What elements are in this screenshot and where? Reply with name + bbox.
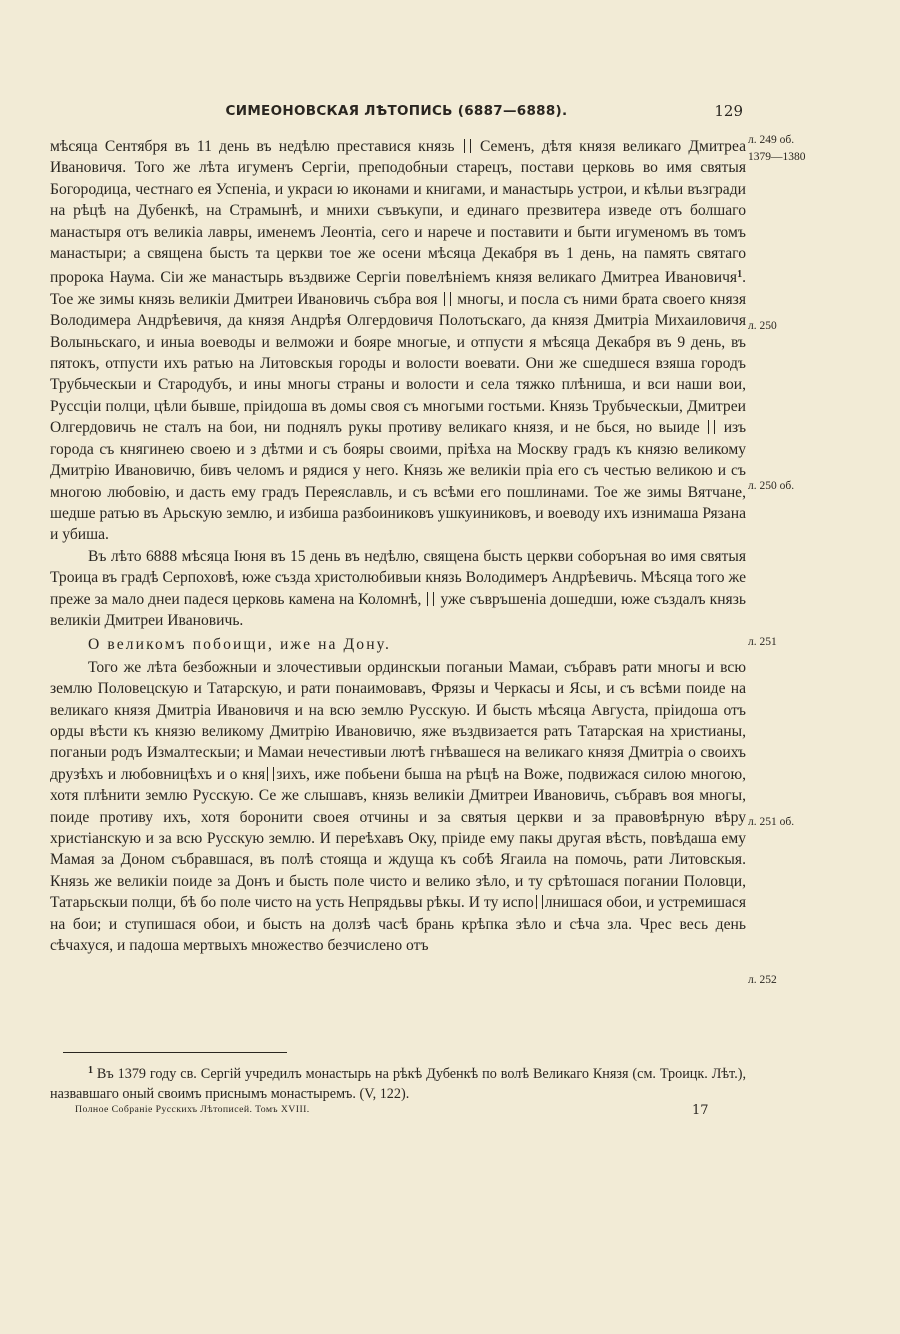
paragraph	[50, 657, 746, 957]
folio-break-mark	[444, 292, 451, 306]
chronicle-text	[50, 136, 746, 956]
running-title: СИМЕОНОВСКАЯ ЛѢТОПИСЬ (6887—6888).	[225, 103, 568, 119]
section-heading: О великомъ побоищи, иже на Дону.	[88, 636, 391, 654]
margin-note-folio: л. 250	[748, 320, 777, 332]
running-head	[50, 103, 743, 123]
footnote-rule	[63, 1052, 287, 1053]
text-run: изъ города съ княгинею своею и з дѣтми и съ бояры своими, пріѣха на Москву градъ къ князю великому Дмитрію Ивановичю, бивъ челомъ и рядися у него. Князь же великіи пріа его съ честью великою и съ многою любовію, и дасть ему градъ Переяславль, и съ всѣми его пошлинами. Тое же зимы Вятчане, шедше ратью въ Арьскую землю, и избиша разбоиниковъ ушкуиниковъ, и воеводу ихъ изнимаша Рязана и убиша.	[50, 419, 747, 544]
footnote-marker: 1	[88, 1065, 93, 1076]
text-run: Семенъ, дѣтя князя великаго Дмитреа Ивановичя. Того же лѣта игуменъ Сергіи, преподобныи старецъ, постави церковь во имя святыя Богородица, честнаго ея Успеніа, и украси ю иконами и книгами, и манастырь устрои, и кѣльи възгради на рѣцѣ на Дубенкѣ, на Страмынѣ, и мнихи съвъкупи, и единаго презвитера изведе отъ болшаго манастыря отъ великіа лавры, именемъ Леонтіа, сего и нарече и поставити и быти игуменомъ въ томъ манастыри; а священа бысть та церкви тое же осени мѣсяца Декабря въ 1 день, на память святаго пророка Наума. Сіи же манастырь въздвиже Сергіи повелѣніемъ князя великаго Дмитреа Ивановичя	[50, 138, 747, 287]
paragraph	[50, 546, 746, 632]
margin-note-folio: л. 249 об.	[748, 134, 795, 146]
folio-break-mark	[464, 139, 471, 153]
margin-note-years: 1379—1380	[748, 151, 806, 163]
footnote-reference: 1	[737, 269, 743, 281]
text-run: зихъ, иже побьени быша на рѣцѣ на Вожe, подвижася силою многою, хотя плѣнити землю Русскую. Се же слышавъ, князь великіи Дмитреи Ивановичь, събравъ воя многы, поиде противу ихъ, хотя боронити своея отчины и за святыя церкви и за правовѣрную вѣру христіанскую и за всю Русскую землю. И переѣхавъ Оку, пріиде ему пакы другая вѣсть, повѣдаша ему Мамая за Доном събравшася, въ полѣ стояща и ждуща къ собѣ Ягаила на помочь, рати Литовскыя. Князь же великіи поиде за Донъ и бысть поле чисто и велико зѣло, и ту срѣтошася погании Половци, Татарьскыи полци, бѣ бо поле чисто на усть Непрядьвы рѣкы. И ту испо	[50, 765, 746, 912]
margin-note-folio: л. 251 об.	[748, 816, 795, 828]
text-run: лнишася обои, и устремишася на бои; и ступишася обои, и бысть на долзѣ часѣ брань крѣпка зѣло и сѣча зла. Чрес весь день сѣчахуся, и падоша мертвыхъ множество безчислено отъ	[50, 894, 746, 955]
footnote	[50, 1061, 746, 1104]
folio-break-mark	[536, 895, 543, 909]
text-run: . Тое же зимы князь великіи Дмитреи Ивановичь събра воя	[50, 269, 746, 308]
margin-note-folio: л. 252	[748, 974, 777, 986]
margin-note-folio: л. 251	[748, 636, 777, 648]
page-number: 129	[714, 102, 743, 120]
folio-break-mark	[708, 420, 715, 434]
folio-break-mark	[427, 592, 434, 606]
footnote-text: Въ 1379 году св. Сергій учредилъ монастырь на рѣкѣ Дубенкѣ по волѣ Великаго Князя (см. Троицк. Лѣт.), назвавшаго оный своимъ приснымъ монастыремъ. (V, 122).	[50, 1066, 747, 1102]
sheet-number: 17	[692, 1103, 709, 1118]
text-run: мѣсяца Сентября въ 11 день въ недѣлю преставися князь	[50, 138, 455, 155]
imprint: Полное Собраніе Русскихъ Лѣтописей. Томъ XVIII.	[75, 1104, 310, 1115]
folio-break-mark	[267, 767, 274, 781]
text-run: уже съвръшеніа дошедши, юже създалъ князь великіи Дмитреи Ивановичь.	[50, 590, 747, 629]
text-run: многы, и посла съ ними брата своего князя Володимера Андрѣевичя, да князя Андрѣя Олгердовичя Полотьскаго, да князя Дмитріа Михаиловичя Волыньскаго, и иныа воеводы и велможи и бояре многые, и отпусти я мѣсяца Декабря въ 9 день, въ пятокъ, отпусти ихъ ратью на Литовскыя городы и волости воевати. Они же сшедшеся взяша городъ Трубьческыи и Стародубъ, и ины многы страны и волости и села тяжко плѣниша, и вси наши вои, Руссціи полци, цѣли бывше, пріидоша въ домы своя съ многыми гостьми. Князь Трубьческыи, Дмитреи Олгердовичь не сталъ на бои, ни поднялъ рукы противу великаго князя, и не бься, но выиде	[50, 290, 746, 437]
margin-note-folio: л. 250 об.	[748, 480, 795, 492]
paragraph	[50, 136, 746, 546]
text-run: Въ лѣто 6888 мѣсяца Іюня въ 15 день въ недѣлю, священа бысть церкви соборъная во имя святыя Троица въ градѣ Серпоховѣ, юже създа христолюбивыи князь Володимеръ Андрѣевичь. Мѣсяца того же преже за мало днеи падеся церковь камена на Коломнѣ,	[50, 547, 746, 608]
text-run: Того же лѣта безбожныи и злочестивыи ординскыи поганыи Мамаи, събравъ рати многы и всю землю Половецскую и Татарскую, и рати понаимовавъ, Фрязы и Черкасы и Ясы, и съ всѣми поиде на великаго князя Дмитріа Ивановичя и на всю землю Русскую. И бысть мѣсяца Августа, пріидоша отъ орды вѣсти къ князю великому Дмитрію Ивановичю, яже въздвизается рать Татарская на христианы, поганыи родъ Измалтескыи; и Мамаи нечестивыи лютѣ гнѣвашеся на великаго князя Дмитріа о своихъ друзѣхъ и любовницѣхъ и о кня	[50, 658, 746, 783]
